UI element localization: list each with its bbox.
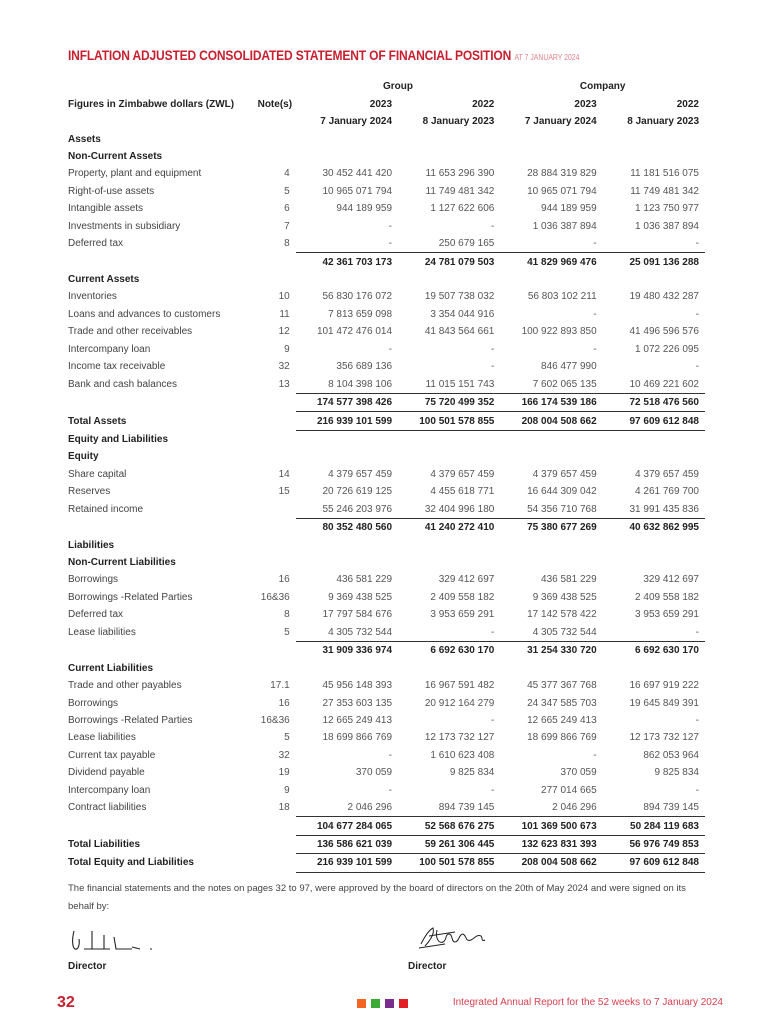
row-note: 15 <box>278 486 290 498</box>
row-value: 11 749 481 342 <box>630 185 699 197</box>
row-value: 17 797 584 676 <box>322 609 393 621</box>
signature-1 <box>70 925 165 955</box>
row-value: 4 379 657 459 <box>430 468 495 480</box>
row-value: 56 976 749 853 <box>603 835 705 853</box>
row-note: 12 <box>278 326 290 338</box>
section-heading-row <box>67 554 705 571</box>
row-value: 1 072 226 095 <box>635 343 699 355</box>
row-value: 18 699 866 769 <box>527 732 597 744</box>
row-label: Bank and cash balances <box>68 378 177 390</box>
row-value: 97 609 612 848 <box>603 854 705 872</box>
table-row <box>67 200 705 217</box>
color-square <box>399 999 408 1008</box>
row-value: 50 284 119 683 <box>603 817 705 835</box>
row-note: 10 <box>278 291 290 303</box>
row-label: Income tax receivable <box>68 361 166 373</box>
section-heading-row <box>67 271 705 288</box>
table-row <box>67 571 705 588</box>
header-row-dates <box>67 113 705 130</box>
page-number: 32 <box>57 994 75 1011</box>
row-value: 3 354 044 916 <box>430 308 495 320</box>
row-value: 7 602 065 135 <box>532 378 597 390</box>
row-value: 20 912 164 279 <box>424 697 495 709</box>
row-label: Intangible assets <box>68 203 144 215</box>
row-label: Current tax payable <box>68 749 156 761</box>
row-value: 4 455 618 771 <box>430 486 495 498</box>
row-note <box>258 253 296 271</box>
row-note: 16&36 <box>260 591 290 603</box>
row-value: 100 922 893 850 <box>521 326 597 338</box>
section-heading-row <box>67 448 705 465</box>
table-body <box>67 130 705 872</box>
section-heading-row <box>67 430 705 448</box>
row-value: - <box>490 361 495 373</box>
row-value: 436 581 229 <box>336 574 393 586</box>
row-note: 16 <box>278 697 290 709</box>
row-value: 2 046 296 <box>552 802 597 814</box>
row-value: - <box>490 626 495 638</box>
date-header: 8 January 2023 <box>422 116 495 128</box>
row-value: - <box>490 343 495 355</box>
row-value: 10 965 071 794 <box>322 185 393 197</box>
row-value: - <box>388 749 393 761</box>
row-value: 41 843 564 661 <box>424 326 495 338</box>
table-row <box>67 677 705 694</box>
row-note: 6 <box>284 203 290 215</box>
row-note <box>258 393 296 411</box>
color-square <box>357 999 366 1008</box>
table-row <box>67 764 705 781</box>
section-heading: Non-Current Liabilities <box>68 557 176 569</box>
company-header: Company <box>579 81 626 93</box>
row-value: 75 380 677 269 <box>500 518 602 536</box>
row-value: 250 679 165 <box>438 238 495 250</box>
row-value: 136 586 621 039 <box>296 835 398 853</box>
row-value: 40 632 862 995 <box>603 518 705 536</box>
row-value: 944 189 959 <box>541 203 597 215</box>
row-value: 356 689 136 <box>336 361 393 373</box>
row-value: 2 046 296 <box>347 802 393 814</box>
table-row <box>67 375 705 393</box>
table-row <box>67 341 705 358</box>
row-note: 17.1 <box>270 680 290 692</box>
subtotal-row <box>67 393 705 411</box>
row-value: 41 240 272 410 <box>398 518 500 536</box>
row-value: 132 623 831 393 <box>500 835 602 853</box>
row-value: 329 412 697 <box>438 574 495 586</box>
subtotal-row <box>67 253 705 271</box>
row-value: - <box>388 238 393 250</box>
row-value: 12 665 249 413 <box>322 714 393 726</box>
row-value: 216 939 101 599 <box>296 854 398 872</box>
row-label: Share capital <box>68 468 127 480</box>
row-value: 370 059 <box>355 767 393 779</box>
row-value: 24 347 585 703 <box>527 697 597 709</box>
year-header: 2022 <box>472 98 495 110</box>
row-note: 18 <box>278 802 290 814</box>
row-value: 1 036 387 894 <box>635 220 699 232</box>
date-header: 7 January 2024 <box>320 116 393 128</box>
director-label: Director <box>408 961 447 972</box>
row-value: - <box>695 238 699 250</box>
row-value: - <box>695 361 699 373</box>
section-heading: Equity <box>68 451 99 463</box>
notes-label: Note(s) <box>257 98 293 110</box>
row-value: 72 518 476 560 <box>603 393 705 411</box>
row-value: 2 409 558 182 <box>635 591 699 603</box>
row-value: 41 829 969 476 <box>500 253 602 271</box>
row-value: 894 739 145 <box>643 802 699 814</box>
row-label: Deferred tax <box>68 609 124 621</box>
row-value: - <box>695 308 699 320</box>
row-value: 52 568 676 275 <box>398 817 500 835</box>
row-value: 55 246 203 976 <box>322 503 393 515</box>
row-value: 11 653 296 390 <box>425 168 495 180</box>
row-note: 19 <box>278 767 290 779</box>
section-heading-row <box>67 659 705 676</box>
row-value: - <box>695 626 699 638</box>
header-row-groups <box>67 78 705 95</box>
row-note: 8 <box>284 238 290 250</box>
row-value: 17 142 578 422 <box>527 609 597 621</box>
table-row <box>67 589 705 606</box>
row-value: 30 452 441 420 <box>322 168 393 180</box>
row-value: 4 379 657 459 <box>532 468 597 480</box>
row-label: Dividend payable <box>68 767 145 779</box>
row-note: 4 <box>284 168 290 180</box>
color-square <box>385 999 394 1008</box>
row-value: 100 501 578 855 <box>398 854 500 872</box>
row-value: 101 472 476 014 <box>316 326 393 338</box>
row-value: 436 581 229 <box>541 574 597 586</box>
year-header: 2022 <box>676 98 699 110</box>
row-value: 4 305 732 544 <box>328 626 393 638</box>
table-row <box>67 323 705 340</box>
row-value: 31 909 336 974 <box>296 642 398 660</box>
row-value: - <box>388 343 393 355</box>
row-note: 5 <box>284 185 290 197</box>
year-header: 2023 <box>369 98 393 110</box>
signature-2 <box>415 922 495 952</box>
row-value: 8 104 398 106 <box>328 378 393 390</box>
row-label <box>67 642 258 660</box>
row-value: - <box>695 714 699 726</box>
row-note: 32 <box>278 749 290 761</box>
row-label: Retained income <box>68 503 144 515</box>
row-value: 11 015 151 743 <box>425 378 495 390</box>
table-row <box>67 712 705 729</box>
row-value: - <box>490 714 495 726</box>
row-value: 56 803 102 211 <box>527 291 597 303</box>
row-value: - <box>388 784 393 796</box>
total-row <box>67 854 705 872</box>
row-value: 24 781 079 503 <box>398 253 500 271</box>
total-row <box>67 835 705 853</box>
row-value: 1 127 622 606 <box>430 203 495 215</box>
row-value: 174 577 398 426 <box>296 393 398 411</box>
row-label: Lease liabilities <box>68 732 136 744</box>
table-row <box>67 466 705 483</box>
row-value: - <box>388 220 393 232</box>
row-note: 5 <box>284 627 290 639</box>
row-value: 41 496 596 576 <box>629 326 699 338</box>
row-value: 12 173 732 127 <box>424 732 495 744</box>
table-row <box>67 306 705 323</box>
row-label: Property, plant and equipment <box>68 168 202 180</box>
report-title: Integrated Annual Report for the 52 weeks to 7 January 2024 <box>452 997 723 1008</box>
table-row <box>67 483 705 500</box>
row-value: 12 173 732 127 <box>629 732 699 744</box>
date-header: 7 January 2024 <box>524 116 597 128</box>
row-note <box>258 835 296 853</box>
row-label: Trade and other receivables <box>68 326 193 338</box>
row-note: 16 <box>278 574 290 586</box>
row-label: Trade and other payables <box>68 680 182 692</box>
row-value: 9 369 438 525 <box>328 591 393 603</box>
row-value: 4 379 657 459 <box>635 468 699 480</box>
group-header: Group <box>383 81 414 93</box>
table-row <box>67 288 705 305</box>
row-value: 208 004 508 662 <box>500 412 602 430</box>
total-row <box>67 412 705 430</box>
row-note: 14 <box>278 468 290 480</box>
page-title <box>68 47 579 63</box>
row-value: 370 059 <box>560 767 597 779</box>
figures-label: Figures in Zimbabwe dollars (ZWL) <box>68 98 235 110</box>
row-value: 16 967 591 482 <box>424 680 495 692</box>
row-label <box>67 817 258 835</box>
row-value: 25 091 136 288 <box>603 253 705 271</box>
row-note <box>258 854 296 872</box>
table-row <box>67 606 705 623</box>
table-row <box>67 235 705 253</box>
row-note: 13 <box>278 378 290 390</box>
approval-statement: The financial statements and the notes on pages 32 to 97, were approved by the board of directors on the 20th of May 2024 and were signed on its behalf by: <box>68 883 686 912</box>
row-note <box>258 518 296 536</box>
section-heading: Non-Current Assets <box>68 150 163 162</box>
row-label: Loans and advances to customers <box>68 308 221 320</box>
row-label: Intercompany loan <box>68 343 151 355</box>
row-value: 9 825 834 <box>449 767 495 779</box>
row-value: 59 261 306 445 <box>398 835 500 853</box>
row-note: 32 <box>278 361 290 373</box>
row-note <box>258 817 296 835</box>
row-value: 9 825 834 <box>654 767 699 779</box>
row-label: Right-of-use assets <box>68 185 155 197</box>
table-row <box>67 729 705 746</box>
row-value: 7 813 659 098 <box>328 308 393 320</box>
row-value: 97 609 612 848 <box>603 412 705 430</box>
row-value: 45 956 148 393 <box>322 680 393 692</box>
row-label: Borrowings -Related Parties <box>68 714 193 726</box>
row-value: 56 830 176 072 <box>322 291 393 303</box>
section-heading: Equity and Liabilities <box>68 433 169 445</box>
row-note: 16&36 <box>260 714 290 726</box>
row-note <box>258 412 296 430</box>
row-value: 2 409 558 182 <box>430 591 495 603</box>
row-value: - <box>593 749 597 761</box>
row-label: Deferred tax <box>68 238 124 250</box>
row-value: 329 412 697 <box>643 574 699 586</box>
row-label: Investments in subsidiary <box>68 220 181 232</box>
row-value: 862 053 964 <box>643 749 699 761</box>
subtotal-row <box>67 518 705 536</box>
row-value: 1 610 623 408 <box>430 749 495 761</box>
section-heading: Liabilities <box>68 539 115 551</box>
row-label: Reserves <box>68 486 111 498</box>
row-value: 1 123 750 977 <box>635 203 699 215</box>
row-value: 101 369 500 673 <box>500 817 602 835</box>
table-row <box>67 501 705 519</box>
row-value: 16 697 919 222 <box>629 680 699 692</box>
row-value: 20 726 619 125 <box>322 486 393 498</box>
row-label: Contract liabilities <box>68 802 147 814</box>
row-value: 6 692 630 170 <box>603 642 705 660</box>
header-row-years <box>67 95 705 112</box>
row-label <box>67 518 258 536</box>
date-header: 8 January 2023 <box>627 116 699 128</box>
row-value: 45 377 367 768 <box>527 680 597 692</box>
table-row <box>67 799 705 817</box>
subtotal-row <box>67 642 705 660</box>
director-label: Director <box>68 961 107 972</box>
row-value: 16 644 309 042 <box>527 486 597 498</box>
row-note: 8 <box>284 609 290 621</box>
row-label: Total Equity and Liabilities <box>68 857 194 869</box>
row-value: 104 677 284 065 <box>296 817 398 835</box>
row-value: - <box>593 343 597 355</box>
color-square <box>371 999 380 1008</box>
section-heading-row <box>67 536 705 553</box>
table-row <box>67 165 705 182</box>
row-value: 216 939 101 599 <box>296 412 398 430</box>
row-value: 3 953 659 291 <box>635 609 699 621</box>
row-note: 9 <box>284 343 290 355</box>
row-label: Intercompany loan <box>68 784 151 796</box>
table-row <box>67 747 705 764</box>
color-squares <box>357 999 408 1008</box>
row-value: 944 189 959 <box>336 203 393 215</box>
row-value: 166 174 539 186 <box>500 393 602 411</box>
row-value: 31 254 330 720 <box>500 642 602 660</box>
row-value: 31 991 435 836 <box>629 503 699 515</box>
row-value: - <box>490 220 495 232</box>
row-value: 18 699 866 769 <box>322 732 393 744</box>
row-value: 19 645 849 391 <box>629 697 699 709</box>
row-value: 42 361 703 173 <box>296 253 398 271</box>
row-value: 894 739 145 <box>438 802 495 814</box>
row-value: 10 469 221 602 <box>629 378 699 390</box>
row-value: 6 692 630 170 <box>398 642 500 660</box>
row-note: 7 <box>284 220 290 232</box>
row-value: - <box>593 238 597 250</box>
row-value: 80 352 480 560 <box>296 518 398 536</box>
year-header: 2023 <box>574 98 597 110</box>
row-value: 54 356 710 768 <box>527 503 597 515</box>
row-value: 4 261 769 700 <box>635 486 699 498</box>
row-note: 11 <box>279 308 290 320</box>
row-value: 3 953 659 291 <box>430 609 495 621</box>
row-label: Borrowings <box>68 697 119 709</box>
row-value: 1 036 387 894 <box>532 220 597 232</box>
row-value: - <box>593 308 597 320</box>
row-value: 4 379 657 459 <box>328 468 393 480</box>
row-note: 5 <box>284 732 290 744</box>
row-value: 11 749 481 342 <box>425 185 495 197</box>
row-value: 10 965 071 794 <box>527 185 597 197</box>
row-value: - <box>490 784 495 796</box>
page-title-date: AT 7 JANUARY 2024 <box>514 53 580 62</box>
row-note <box>258 642 296 660</box>
row-value: 4 305 732 544 <box>532 626 597 638</box>
row-value: 19 480 432 287 <box>629 291 699 303</box>
row-note <box>258 501 296 519</box>
row-value: 32 404 996 180 <box>424 503 495 515</box>
row-label <box>67 253 258 271</box>
page-title-main: INFLATION ADJUSTED CONSOLIDATED STATEMENT OF FINANCIAL POSITION <box>68 47 512 63</box>
subtotal-row <box>67 817 705 835</box>
section-heading: Current Liabilities <box>68 662 154 674</box>
row-label: Inventories <box>68 291 117 303</box>
row-value: 208 004 508 662 <box>500 854 602 872</box>
table-row <box>67 358 705 375</box>
row-value: 75 720 499 352 <box>398 393 500 411</box>
row-note: 9 <box>284 784 290 796</box>
financial-position-table <box>67 78 705 873</box>
table-row <box>67 694 705 711</box>
section-heading-row <box>67 148 705 165</box>
row-value: 27 353 603 135 <box>322 697 393 709</box>
row-value: 9 369 438 525 <box>532 591 597 603</box>
section-heading: Assets <box>68 133 101 145</box>
table-row <box>67 624 705 642</box>
table-row <box>67 183 705 200</box>
row-label: Borrowings <box>68 574 119 586</box>
row-value: 277 014 665 <box>541 784 597 796</box>
row-label <box>67 393 258 411</box>
table-row <box>67 218 705 235</box>
row-value: 100 501 578 855 <box>398 412 500 430</box>
row-value: 11 181 516 075 <box>630 168 699 180</box>
row-label: Borrowings -Related Parties <box>68 591 193 603</box>
section-heading: Current Assets <box>68 274 140 286</box>
table-row <box>67 782 705 799</box>
row-label: Lease liabilities <box>68 627 136 639</box>
row-value: 19 507 738 032 <box>424 291 495 303</box>
row-value: - <box>695 784 699 796</box>
row-label: Total Liabilities <box>68 839 141 851</box>
row-value: 28 884 319 829 <box>527 168 597 180</box>
row-value: 12 665 249 413 <box>527 714 597 726</box>
section-heading-row <box>67 130 705 147</box>
row-label: Total Assets <box>68 415 127 427</box>
row-value: 846 477 990 <box>541 361 597 373</box>
